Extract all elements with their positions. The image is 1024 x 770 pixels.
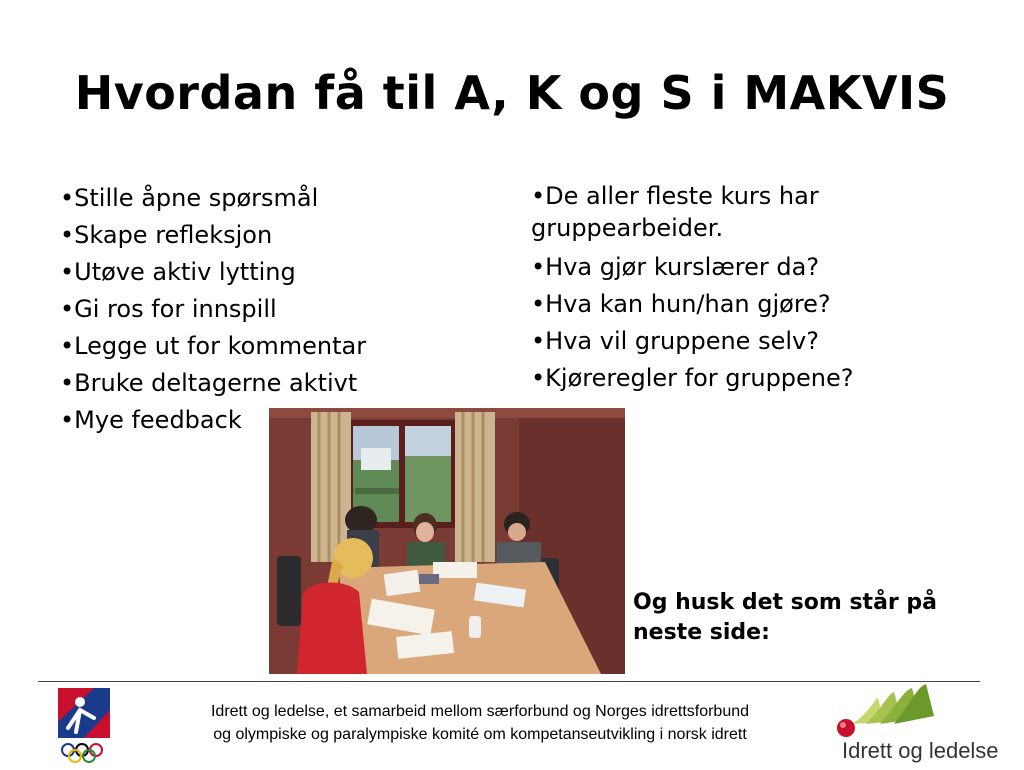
list-item: • Stille åpne spørsmål (60, 180, 480, 217)
list-item: • Gi ros for innspill (60, 291, 480, 328)
footer-divider (38, 681, 980, 682)
list-item: • Hva vil gruppene selv? (531, 323, 971, 360)
footer-line-2: og olympiske og paralympiske komité om kompetanseutvikling i norsk idrett (213, 726, 747, 743)
left-bullet-list (60, 180, 480, 439)
group-work-photo (269, 408, 625, 674)
list-item: • Skape refleksjon (60, 217, 480, 254)
list-item: • Bruke deltagerne aktivt (60, 365, 480, 402)
list-item: • Kjøreregler for gruppene? (531, 360, 971, 397)
reminder-text: Og husk det som står på neste side: (633, 590, 938, 645)
list-item: • Legge ut for kommentar (60, 328, 480, 365)
slide-title: Hvordan få til A, K og S i MAKVIS (74, 66, 950, 120)
photo-illustration (269, 408, 625, 674)
list-item: • Utøve aktiv lytting (60, 254, 480, 291)
nif-logo (54, 688, 118, 766)
nif-logo-icon (54, 688, 118, 766)
list-item: • De aller fleste kurs har gruppearbeider. (531, 180, 971, 244)
list-item: • Hva kan hun/han gjøre? (531, 286, 971, 323)
right-bullet-list (531, 180, 971, 397)
idrett-og-ledelse-logo-icon (830, 684, 1006, 740)
list-item: • Hva gjør kurslærer da? (531, 249, 971, 286)
footer-line-1: Idrett og ledelse, et samarbeid mellom særforbund og Norges idrettsforbund (210, 703, 750, 720)
footer-text (160, 700, 800, 746)
logo-text: Idrett og ledelse (842, 738, 999, 763)
olympic-rings-icon (62, 744, 102, 762)
list-item: • Mye feedback (60, 402, 480, 439)
